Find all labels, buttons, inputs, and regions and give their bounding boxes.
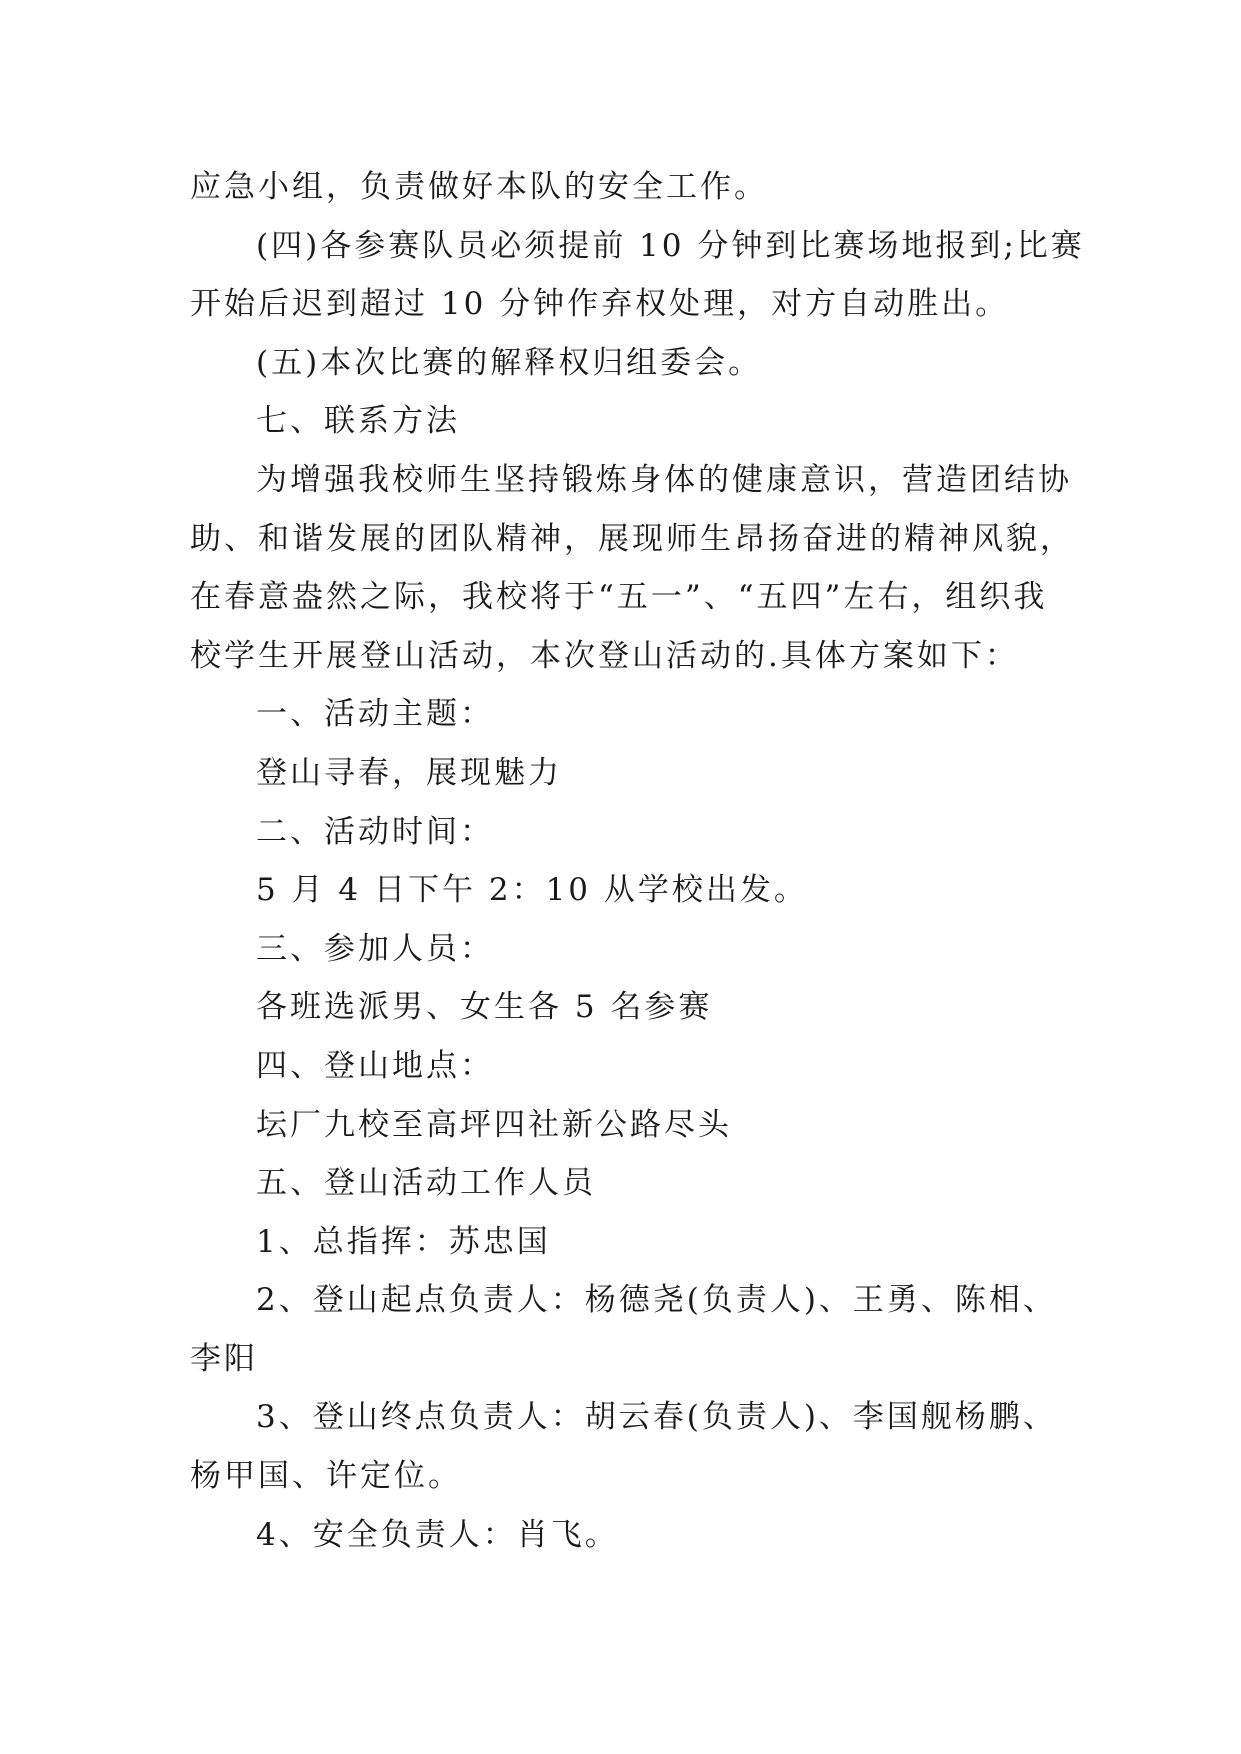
- text-line: 李阳: [190, 1340, 258, 1377]
- text-line: 校学生开展登山活动，本次登山活动的.具体方案如下：: [190, 637, 1019, 674]
- text-line: (五)本次比赛的解释权归组委会。: [256, 344, 763, 381]
- text-line: 四、登山地点：: [256, 1047, 494, 1084]
- text-line: 登山寻春，展现魅力: [256, 754, 562, 791]
- text-line: 各班选派男、女生各 5 名参赛: [256, 989, 713, 1026]
- text-line: 应急小组，负责做好本队的安全工作。: [190, 169, 768, 205]
- text-line: (四)各参赛队员必须提前 10 分钟到比赛场地报到;比赛: [256, 227, 1085, 264]
- text-line: 七、联系方法: [256, 403, 460, 440]
- text-line: 三、参加人员：: [256, 930, 494, 967]
- text-line: 5 月 4 日下午 2：10 从学校出发。: [256, 872, 808, 909]
- text-line: 开始后迟到超过 10 分钟作弃权处理，对方自动胜出。: [190, 286, 1010, 323]
- text-line: 为增强我校师生坚持锻炼身体的健康意识，营造团结协: [256, 461, 1072, 498]
- text-line: 二、活动时间：: [256, 813, 494, 850]
- text-line: 杨甲国、许定位。: [190, 1458, 462, 1495]
- text-line: 1、总指挥：苏忠国: [256, 1223, 551, 1260]
- document-body: [190, 158, 1085, 1564]
- text-line: 在春意盎然之际，我校将于“五一”、“五四”左右，组织我: [190, 579, 1048, 616]
- text-line: 五、登山活动工作人员: [256, 1165, 596, 1202]
- text-line: 坛厂九校至高坪四社新公路尽头: [256, 1106, 732, 1143]
- text-line: 3、登山终点负责人：胡云春(负责人)、李国舰杨鹏、: [256, 1399, 1057, 1436]
- text-line: 助、和谐发展的团队精神，展现师生昂扬奋进的精神风貌，: [190, 520, 1074, 557]
- text-line: 4、安全负责人：肖飞。: [256, 1516, 619, 1553]
- text-line: 一、活动主题：: [256, 696, 494, 733]
- text-line: 2、登山起点负责人：杨德尧(负责人)、王勇、陈相、: [256, 1282, 1057, 1319]
